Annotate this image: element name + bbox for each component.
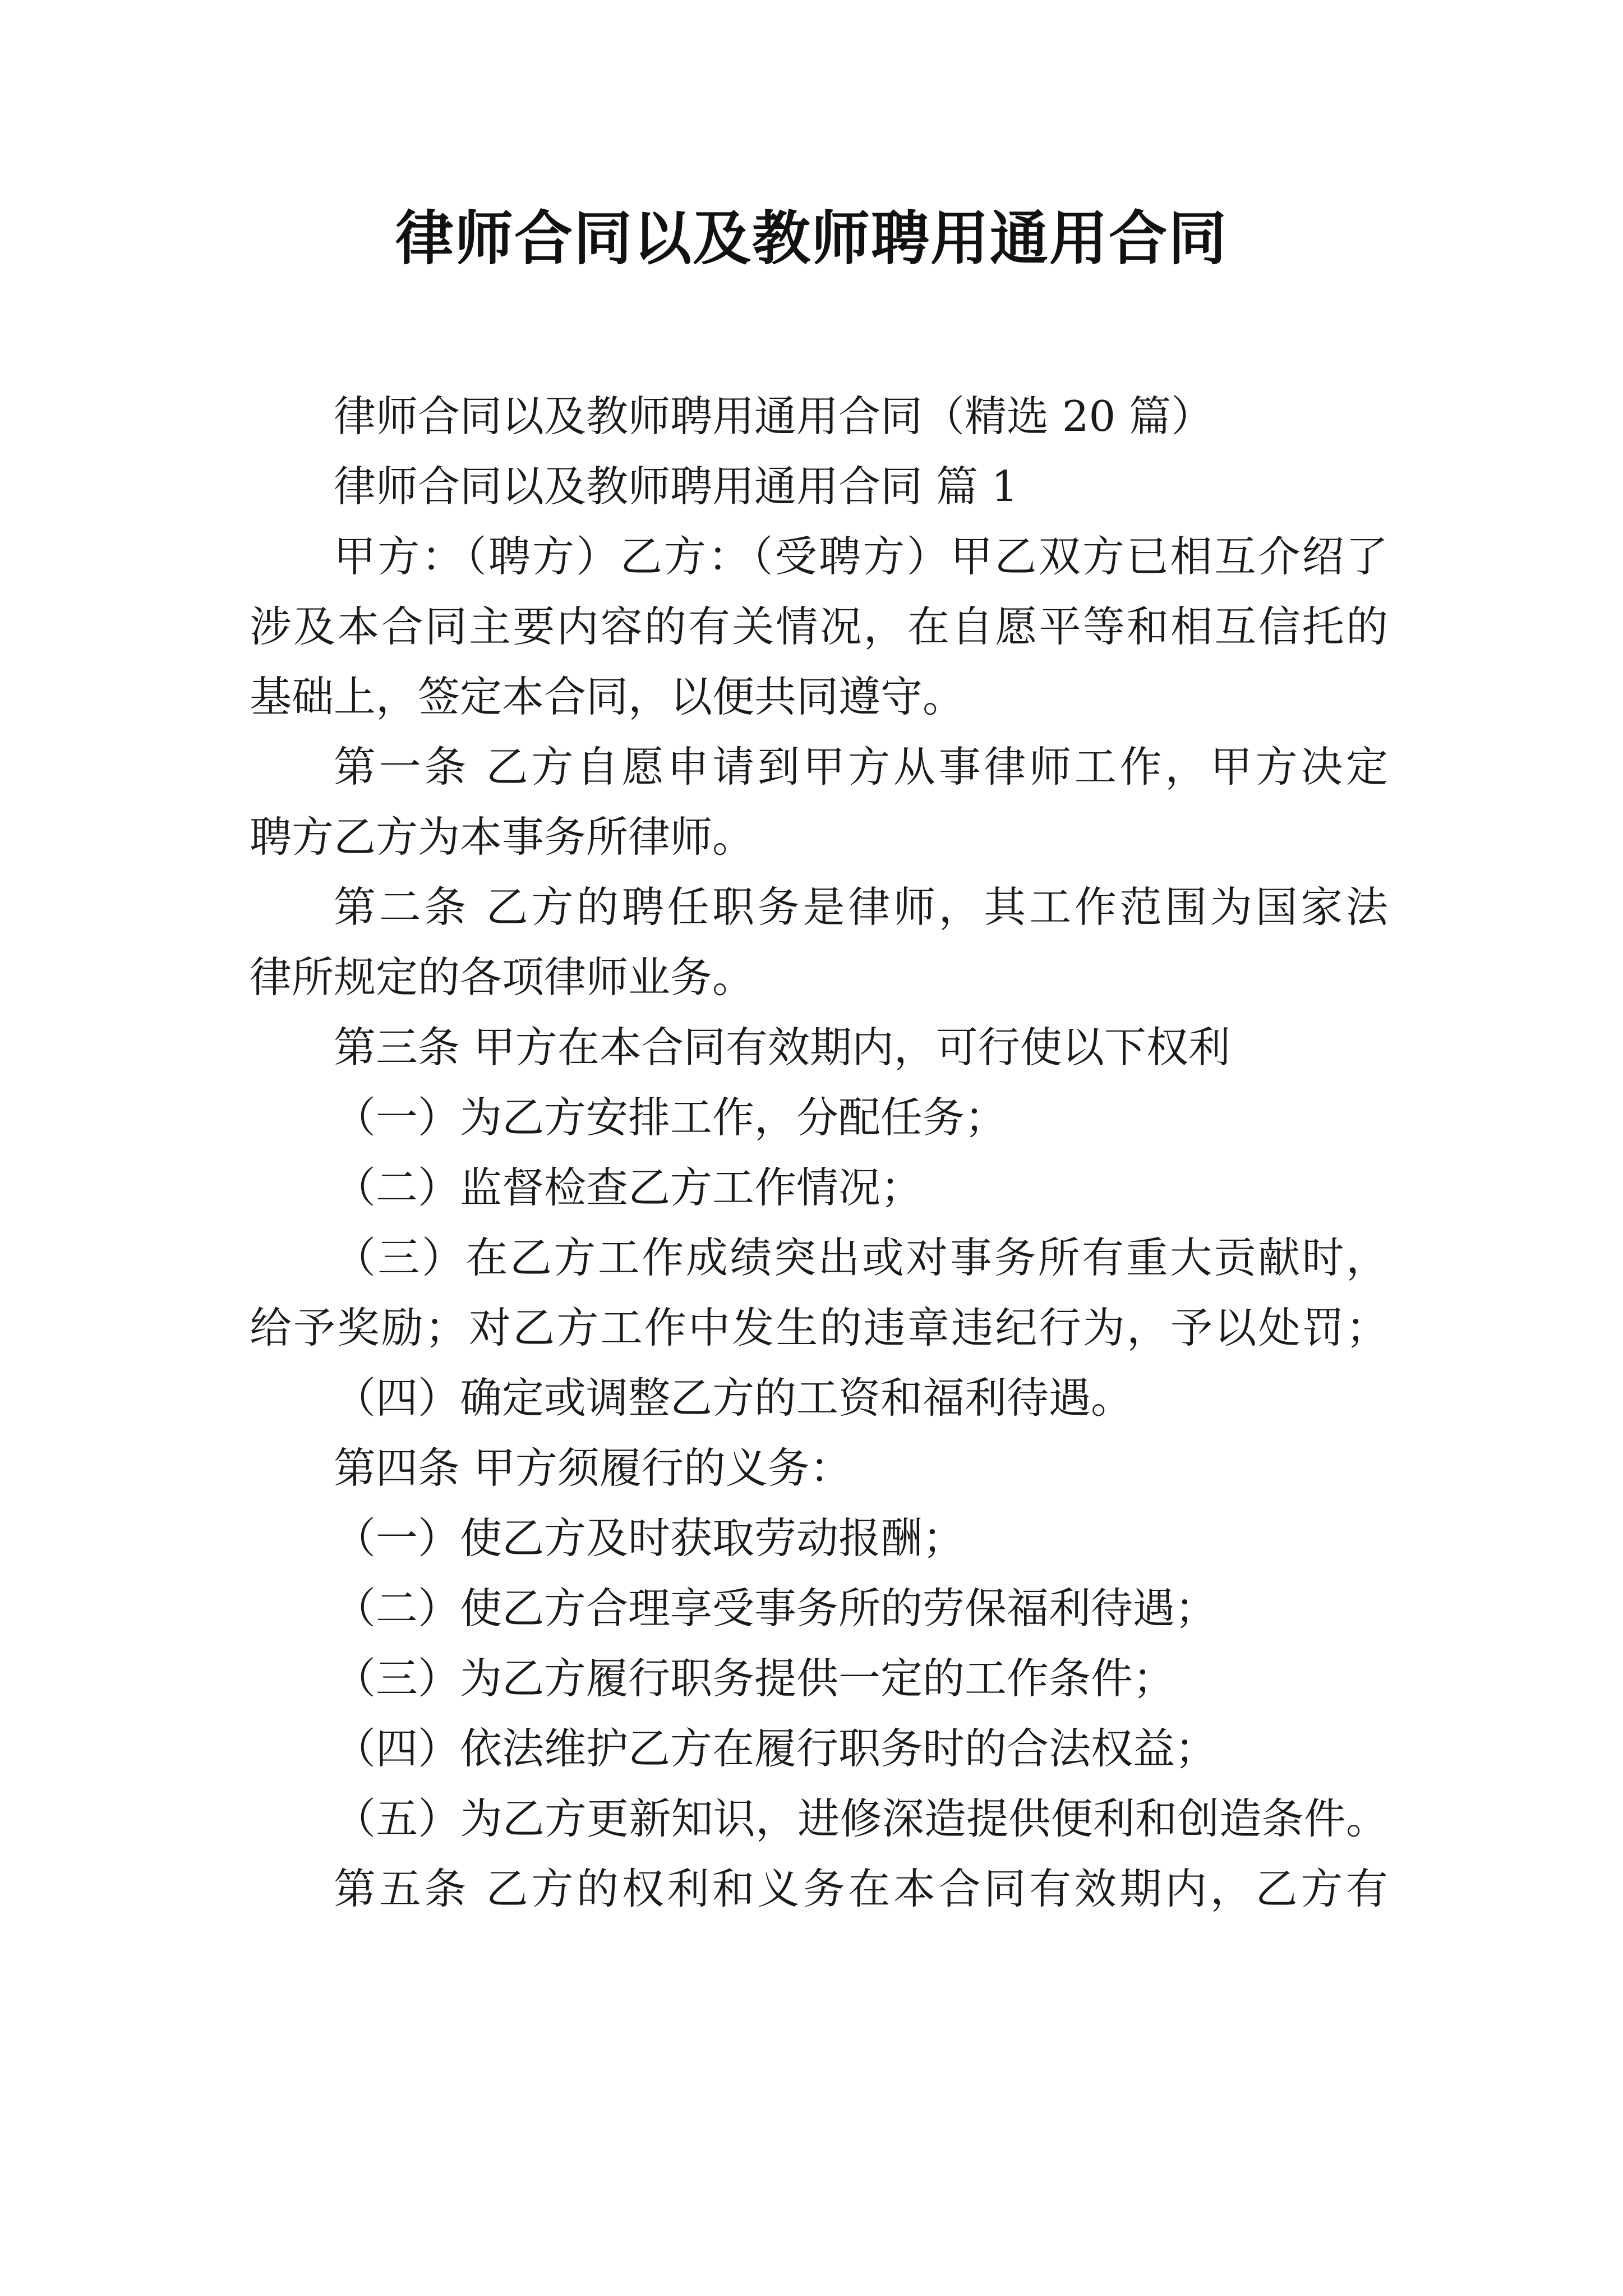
body-line-list-item: （二）监督检查乙方工作情况；	[334, 1163, 923, 1212]
body-line: 给予奖励；对乙方工作中发生的违章违纪行为，予以处罚；	[250, 1303, 1388, 1352]
body-line-subtitle: 律师合同以及教师聘用通用合同（精选 20 篇）	[334, 392, 1214, 441]
body-line-section-heading: 律师合同以及教师聘用通用合同 篇 1	[334, 462, 1018, 511]
body-line-list-item: （五）为乙方更新知识，进修深造提供便利和创造条件。	[334, 1794, 1388, 1843]
body-line-article-5: 第五条 乙方的权利和义务在本合同有效期内，乙方有	[334, 1864, 1388, 1913]
body-line-list-item: （三）在乙方工作成绩突出或对事务所有重大贡献时，	[334, 1233, 1388, 1282]
body-line-article-1: 第一条 乙方自愿申请到甲方从事律师工作，甲方决定	[334, 742, 1388, 792]
body-line-list-item: （三）为乙方履行职务提供一定的工作条件；	[334, 1654, 1175, 1703]
body-line: 聘方乙方为本事务所律师。	[250, 812, 755, 862]
body-line-article-4: 第四条 甲方须履行的义务：	[334, 1443, 852, 1493]
document-body	[250, 381, 1388, 1924]
body-line: 律所规定的各项律师业务。	[250, 953, 755, 1002]
body-line-list-item: （一）使乙方及时获取劳动报酬；	[334, 1513, 965, 1563]
body-line-list-item: （四）依法维护乙方在履行职务时的合法权益；	[334, 1724, 1218, 1773]
body-line-list-item: （二）使乙方合理享受事务所的劳保福利待遇；	[334, 1584, 1218, 1633]
body-line: 涉及本合同主要内容的有关情况，在自愿平等和相互信托的	[250, 602, 1388, 651]
body-line-article-2: 第二条 乙方的聘任职务是律师，其工作范围为国家法	[334, 882, 1388, 932]
body-line-article-3: 第三条 甲方在本合同有效期内，可行使以下权利	[334, 1023, 1230, 1072]
body-line: 基础上，签定本合同，以便共同遵守。	[250, 672, 965, 721]
body-line-list-item: （四）确定或调整乙方的工资和福利待遇。	[334, 1373, 1133, 1423]
body-line-list-item: （一）为乙方安排工作，分配任务；	[334, 1093, 1007, 1142]
document-title: 律师合同以及教师聘用通用合同	[395, 204, 1228, 273]
body-line-parties: 甲方：（聘方）乙方：（受聘方）甲乙双方已相互介绍了	[334, 532, 1388, 581]
